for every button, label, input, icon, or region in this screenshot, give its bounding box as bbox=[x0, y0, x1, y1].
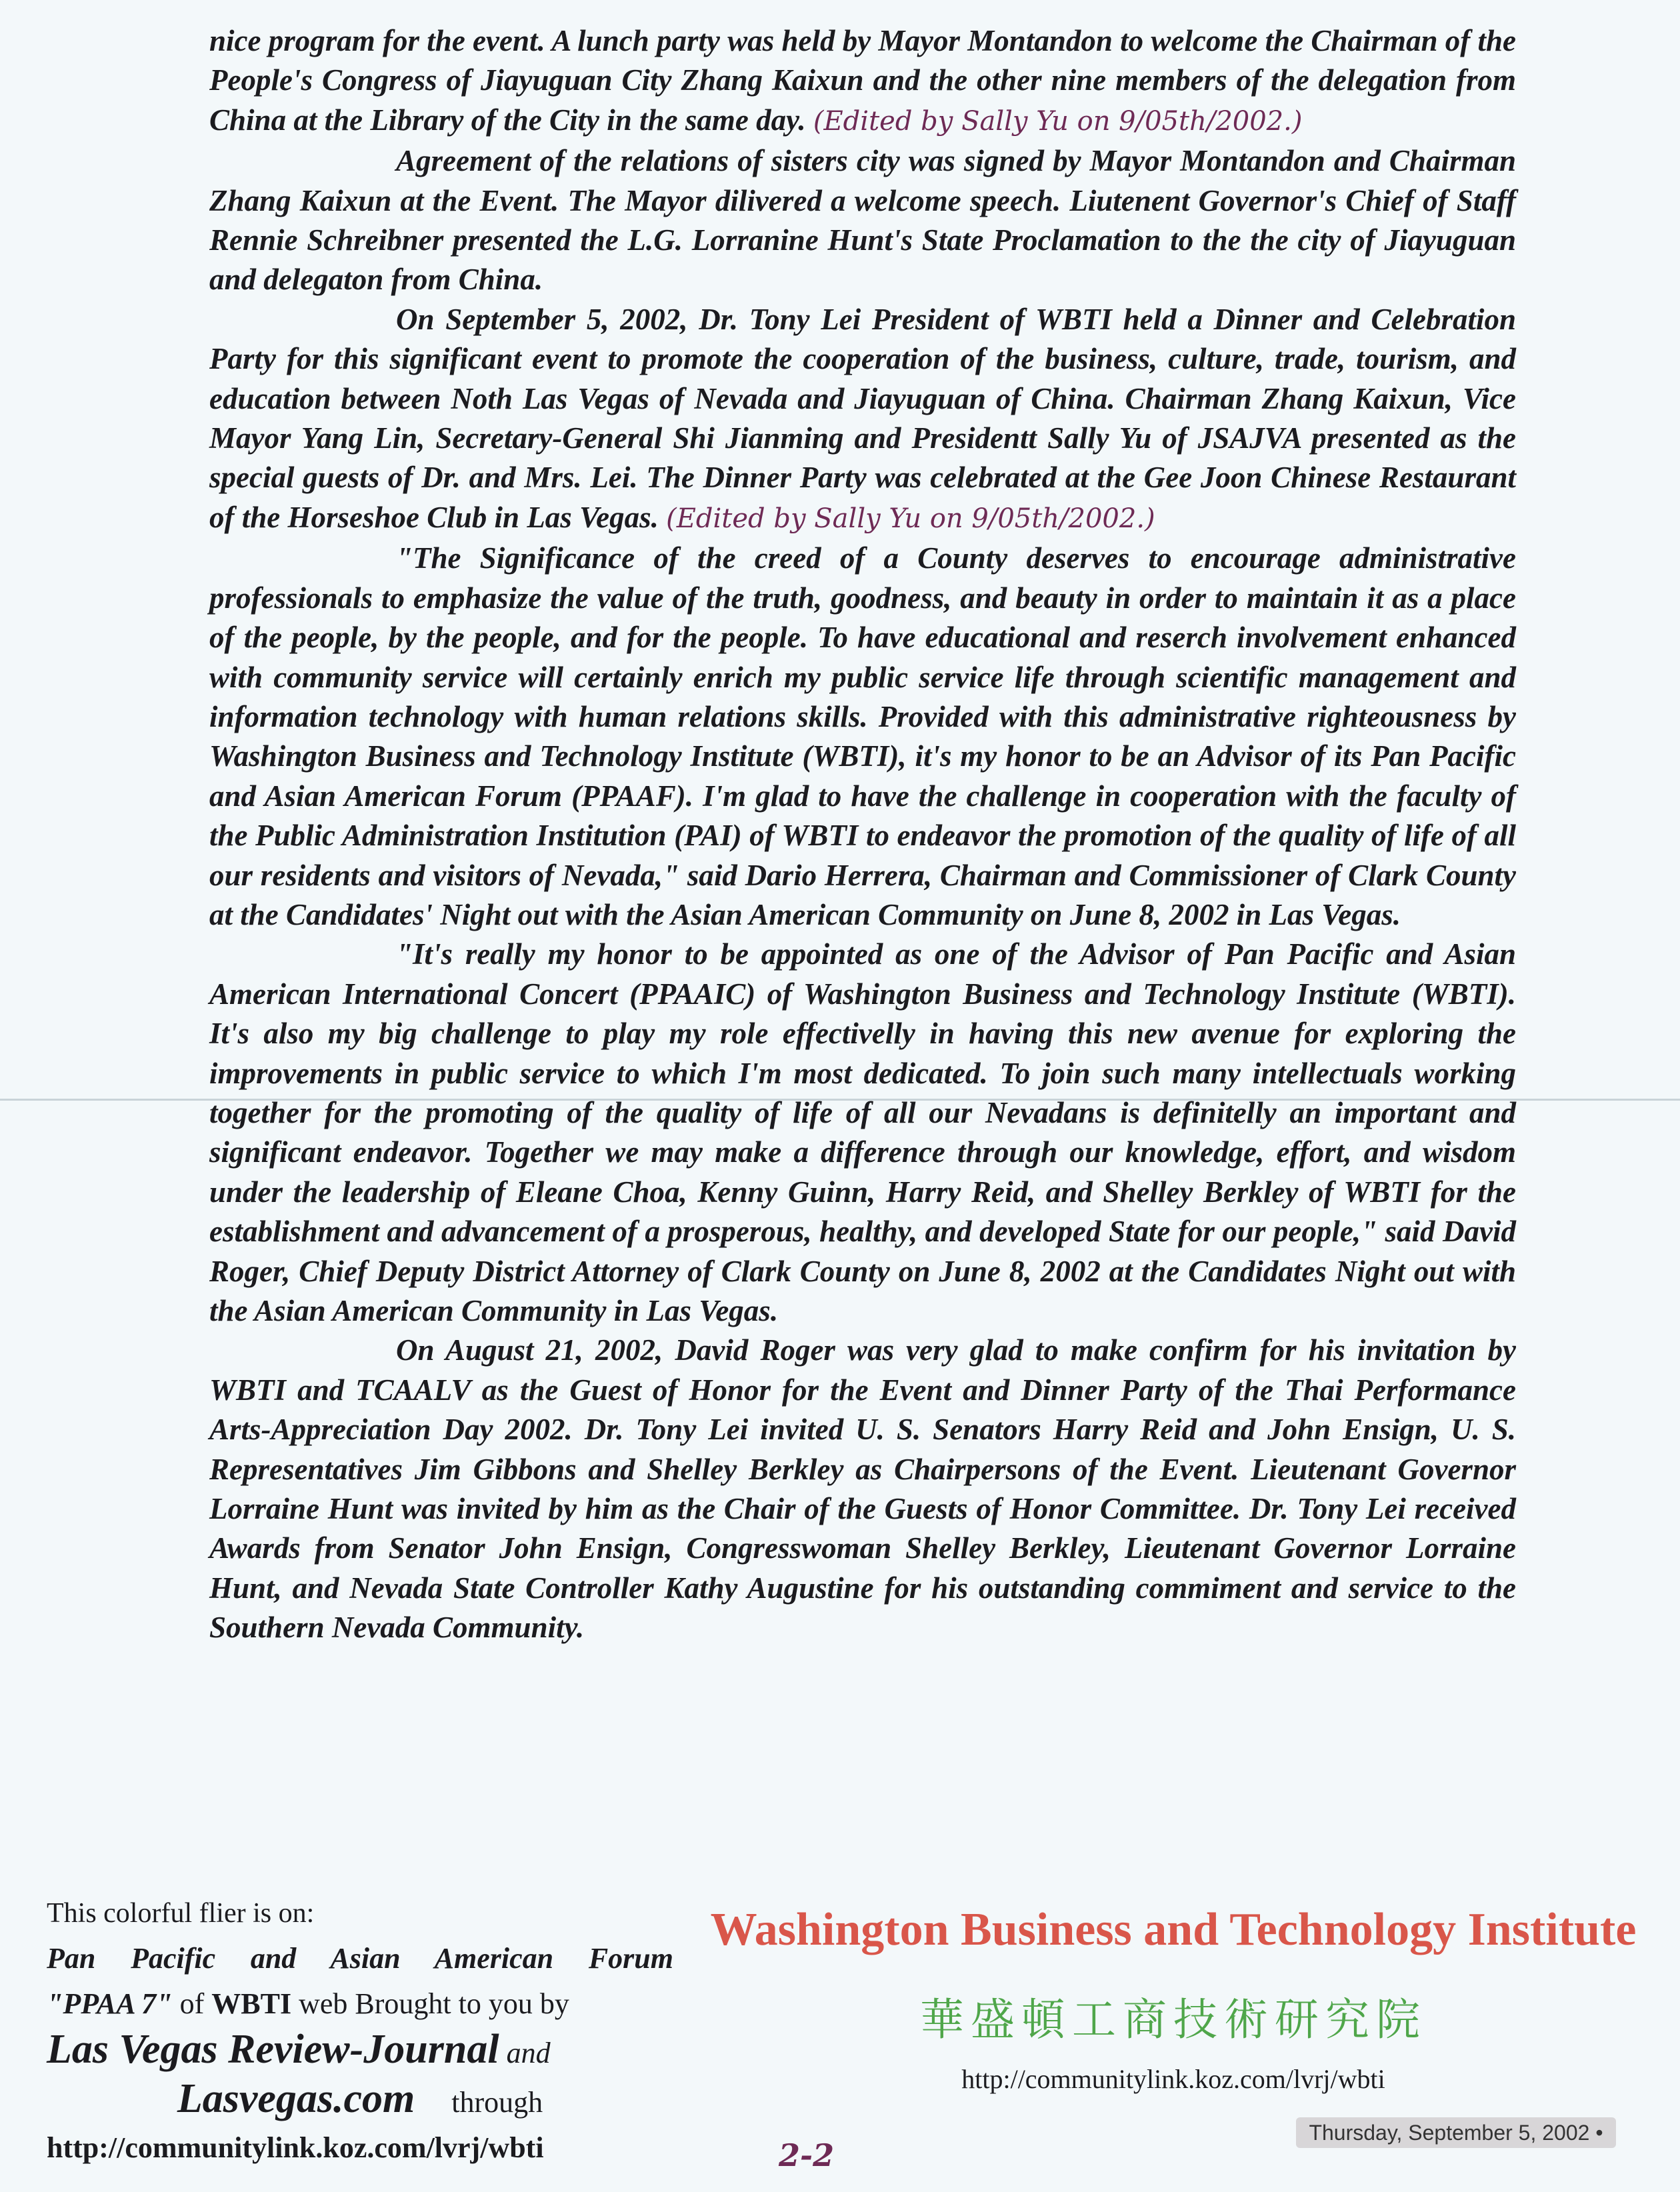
paragraph-4 bbox=[209, 539, 1516, 935]
institute-chinese-name: 華盛頓工商技術研究院 bbox=[920, 1994, 1427, 2045]
credit-ppaa-line bbox=[47, 1981, 673, 2027]
paragraph-text: On August 21, 2002, David Roger was very glad to make confirm for his invitation by WBTI and TCAALV as the Guest of Honor for the Event and Dinner Party of the Thai Performance Arts-Appreciation Day 2002. Dr. Tony Lei invited U. S. Senators Harry Reid and John Ensign, U. S. Representatives Jim Gibbons and Shelley Berkley as Chairpersons of the Event. Lieutenant Governor Lorraine Hunt was invited by him as the Chair of the Guests of Honor Committee. Dr. Tony Lei received Awards from Senator John Ensign, Congresswoman Shelley Berkley, Lieutenant Governor Lorraine Hunt, and Nevada State Controller Kathy Augustine for his outstanding commiment and service to the Southern Nevada Community. bbox=[209, 1333, 1516, 1645]
ppaa-brought: web Brought to you by bbox=[291, 1987, 569, 2020]
ppaa-of: of bbox=[172, 1987, 212, 2020]
wbti-label: WBTI bbox=[211, 1987, 292, 2020]
flier-credit-box bbox=[47, 1891, 673, 2171]
paragraph-5 bbox=[209, 935, 1516, 1331]
paragraph-text: "The Significance of the creed of a County deserves to encourage administrative professionals to emphasize the value of the truth, goodness, and beauty in order to maintain it as a place of the people, by the people, and for the people. To have educational and reserch involvement enhanced with community service will certainly enrich my public service life through scientific management and information technology with human relations skills. Provided with this administrative righteousness by Washington Business and Technology Institute (WBTI), it's my honor to be an Advisor of its Pan Pacific and Asian American Forum (PPAAF). I'm glad to have the challenge in cooperation with the faculty of the Public Administration Institution (PAI) of WBTI to endeavor the promotion of the quality of life of all our residents and visitors of Nevada," said Dario Herrera, Chairman and Commissioner of Clark County at the Candidates' Night out with the Asian American Community on June 8, 2002 in Las Vegas. bbox=[209, 541, 1516, 931]
paragraph-text: On September 5, 2002, Dr. Tony Lei President of WBTI held a Dinner and Celebration Party for this significant event to promote the cooperation of the business, culture, trade, tourism, and education between Noth Las Vegas of Nevada and Jiayuguan of China. Chairman Zhang Kaixun, Vice Mayor Yang Lin, Secretary-General Shi Jianming and Presidentt Sally Yu of JSAJVA presented as the special guests of Dr. and Mrs. Lei. The Dinner Party was celebrated at the Gee Joon Chinese Restaurant of the Horseshoe Club in Las Vegas. bbox=[209, 302, 1516, 534]
institute-url-link[interactable]: http://communitylink.koz.com/lvrj/wbti bbox=[961, 2064, 1385, 2094]
ppaa-label: "PPAA 7" bbox=[47, 1987, 173, 2020]
credit-url-link[interactable]: http://communitylink.koz.com/lvrj/wbti bbox=[47, 2131, 544, 2164]
article-body bbox=[209, 21, 1516, 1648]
newspaper-name: Las Vegas Review-Journal bbox=[47, 2027, 499, 2072]
paragraph-6 bbox=[209, 1331, 1516, 1647]
handwritten-edit-note: (Edited by Sally Yu on 9/05th/2002.) bbox=[813, 105, 1303, 137]
date-badge: Thursday, September 5, 2002 • bbox=[1296, 2117, 1616, 2148]
credit-newspaper-line bbox=[47, 2027, 673, 2076]
credit-forum-name: Pan Pacific and Asian American Forum bbox=[47, 1942, 673, 1975]
institute-name: Washington Business and Technology Institute bbox=[710, 1904, 1637, 1955]
through-word: through bbox=[415, 2086, 543, 2119]
paragraph-text: "It's really my honor to be appointed as one of the Advisor of Pan Pacific and Asian American International Concert (PPAAIC) of Washington Business and Technology Institute (WBTI). It's also my big challenge to play my role effectivelly in having this new avenue for exploring the improvements in public service to which I'm most dedicated. To join such many intellectuals working together for the promoting of the quality of life of all our Nevadans is definitelly an important and significant endeavor. Together we may make a difference through our knowledge, effort, and wisdom under the leadership of Eleane Choa, Kenny Guinn, Harry Reid, and Shelley Berkley of WBTI for the establishment and advancement of a prosperous, healthy, and developed State for our people," said David Roger, Chief Deputy District Attorney of Clark County on June 8, 2002 at the Candidates Night out with the Asian American Community in Las Vegas. bbox=[209, 937, 1516, 1327]
paragraph-1 bbox=[209, 21, 1516, 141]
paragraph-text: nice program for the event. A lunch party was held by Mayor Montandon to welcome the Chairman of the People's Congress of Jiayuguan City Zhang Kaixun and the other nine members of the delegation from China at the Library of the City in the same day. bbox=[209, 24, 1516, 137]
credit-intro: This colorful flier is on: bbox=[47, 1898, 315, 1929]
wbti-masthead bbox=[673, 1900, 1673, 2095]
handwritten-edit-note: (Edited by Sally Yu on 9/05th/2002.) bbox=[666, 503, 1155, 534]
paragraph-text: Agreement of the relations of sisters city was signed by Mayor Montandon and Chairman Zhang Kaixun at the Event. The Mayor dilivered a welcome speech. Liutenent Governor's Chief of Staff Rennie Schreibner presented the L.G. Lorranine Hunt's State Proclamation to the the city of Jiayuguan and delegaton from China. bbox=[209, 144, 1516, 297]
and-word: and bbox=[499, 2037, 551, 2069]
paragraph-2 bbox=[209, 141, 1516, 300]
page-number: 2-2 bbox=[779, 2137, 835, 2173]
website-name: Lasvegas.com bbox=[177, 2076, 415, 2121]
credit-website-line bbox=[47, 2076, 673, 2125]
paragraph-3 bbox=[209, 300, 1516, 539]
